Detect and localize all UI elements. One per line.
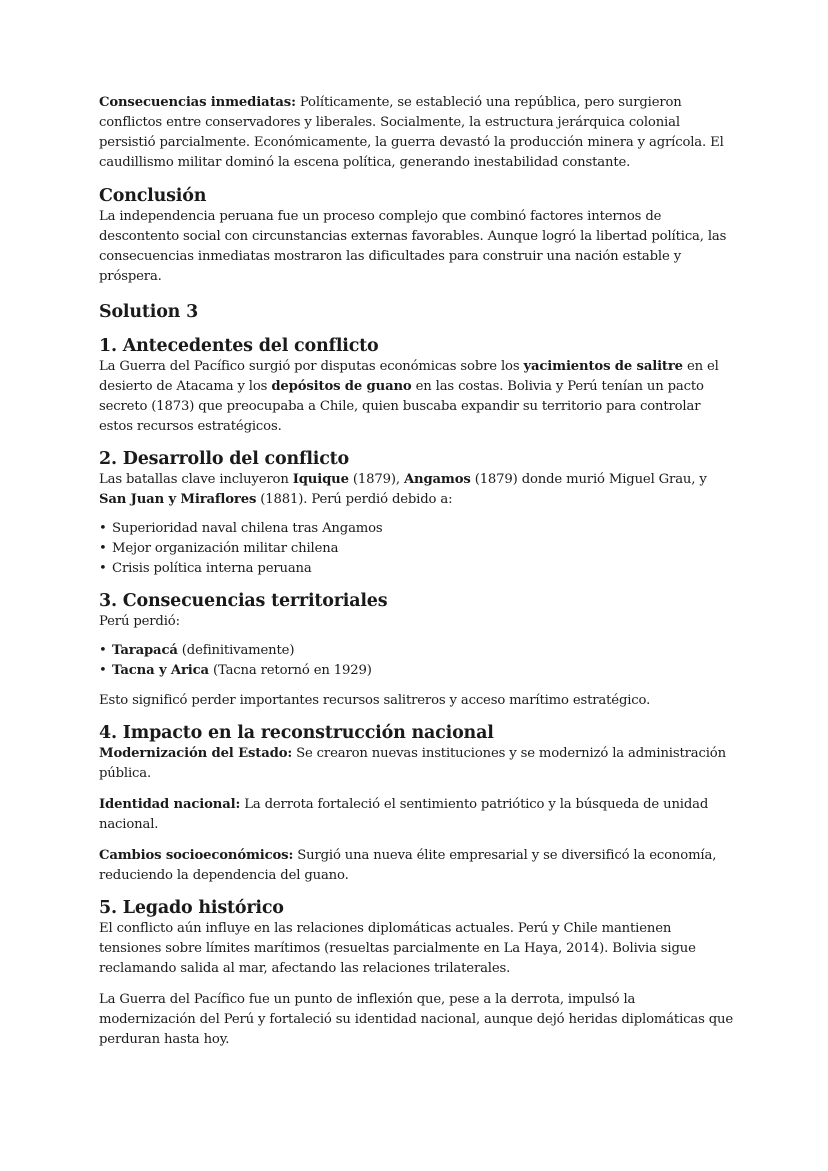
section4-label-2: Identidad nacional: xyxy=(99,797,241,812)
section1-bold-guano: depósitos de guano xyxy=(271,379,412,394)
section1-text-1: La Guerra del Pacífico surgió por disputas económicas sobre los xyxy=(99,359,524,374)
consecuencias-label: Consecuencias inmediatas: xyxy=(99,95,296,110)
solution-heading: Solution 3 xyxy=(99,302,199,322)
section5-paragraph-1: El conflicto aún influye en las relaciones diplomáticas actuales. Perú y Chile mantienen tensiones sobre límites marítimos (resueltas parcialmente en La Haya, 2014). Bolivia sigue reclamando salida al mar, afectando las relaciones trilaterales. xyxy=(99,921,696,976)
section1-text-3: en las costas. Bolivia y Perú tenían un pacto secreto (1873) que preocupaba a Chile, quien buscaba expandir su territorio para controlar estos recursos estratégicos. xyxy=(99,379,704,434)
section2-text-3: (1879) donde murió Miguel Grau, y xyxy=(470,472,707,487)
section4-text-2: La derrota fortaleció el sentimiento patriótico y la búsqueda de unidad nacional. xyxy=(99,797,709,832)
conclusion-paragraph: La independencia peruana fue un proceso complejo que combinó factores internos de descontento social con circunstancias externas favorables. Aunque logró la libertad política, las consecuencias inmediatas mostraron las dificultades para construir una nación estable y próspera. xyxy=(99,209,727,284)
section2-bold-iquique: Iquique xyxy=(292,472,349,487)
conclusion-heading: Conclusión xyxy=(99,186,207,206)
list-item-text: (definitivamente) xyxy=(177,643,295,658)
list-item: • Mejor organización militar chilena xyxy=(99,539,735,559)
section4-label-3: Cambios socioeconómicos: xyxy=(99,848,294,863)
section4-paragraph-3 xyxy=(99,846,735,886)
list-item: • Superioridad naval chilena tras Angamos xyxy=(99,519,735,539)
section2-paragraph xyxy=(99,470,735,510)
section4-paragraph-2 xyxy=(99,795,735,835)
list-item: • Crisis política interna peruana xyxy=(99,559,735,579)
section2-bold-angamos: Angamos xyxy=(403,472,471,487)
section3-list xyxy=(99,641,735,681)
section5-paragraph-2: La Guerra del Pacífico fue un punto de inflexión que, pese a la derrota, impulsó la modernización del Perú y fortaleció su identidad nacional, aunque dejó heridas diplomáticas que perduran hasta hoy. xyxy=(99,992,734,1047)
section4-text-1: Se crearon nuevas instituciones y se modernizó la administración pública. xyxy=(99,746,726,781)
section1-text-2: en el desierto de Atacama y los xyxy=(99,359,719,394)
list-item xyxy=(99,661,735,681)
section2-text-4: (1881). Perú perdió debido a: xyxy=(256,492,453,507)
list-item-text: (Tacna retornó en 1929) xyxy=(208,663,372,678)
section1-paragraph xyxy=(99,357,735,437)
section1-bold-salitre: yacimientos de salitre xyxy=(523,359,683,374)
section4-text-3: Surgió una nueva élite empresarial y se diversificó la economía, reduciendo la dependencia del guano. xyxy=(99,848,717,883)
section1-heading: 1. Antecedentes del conflicto xyxy=(99,336,379,356)
consecuencias-text: Políticamente, se estableció una república, pero surgieron conflictos entre conservadores y liberales. Socialmente, la estructura jerárquica colonial persistió parcialmente. Económicamente, la guerra devastó la producción minera y agrícola. El caudillismo militar dominó la escena política, generando inestabilidad constante. xyxy=(99,95,724,170)
section3-after: Esto significó perder importantes recursos salitreros y acceso marítimo estratégico. xyxy=(99,693,651,708)
list-item-bold: Tarapacá xyxy=(112,643,178,658)
section3-heading: 3. Consecuencias territoriales xyxy=(99,591,388,611)
section2-heading: 2. Desarrollo del conflicto xyxy=(99,449,350,469)
list-item-bold: Tacna y Arica xyxy=(112,663,209,678)
section5-heading: 5. Legado histórico xyxy=(99,898,284,918)
section4-label-1: Modernización del Estado: xyxy=(99,746,293,761)
document-page xyxy=(99,93,735,1050)
consecuencias-paragraph xyxy=(99,93,735,173)
list-item xyxy=(99,641,735,661)
section3-intro: Perú perdió: xyxy=(99,614,180,629)
section4-heading: 4. Impacto en la reconstrucción nacional xyxy=(99,723,494,743)
section2-bold-sanjuan: San Juan y Miraflores xyxy=(99,492,257,507)
section2-text-1: Las batallas clave incluyeron xyxy=(99,472,293,487)
section2-list xyxy=(99,519,735,579)
section2-text-2: (1879), xyxy=(348,472,404,487)
section4-paragraph-1 xyxy=(99,744,735,784)
